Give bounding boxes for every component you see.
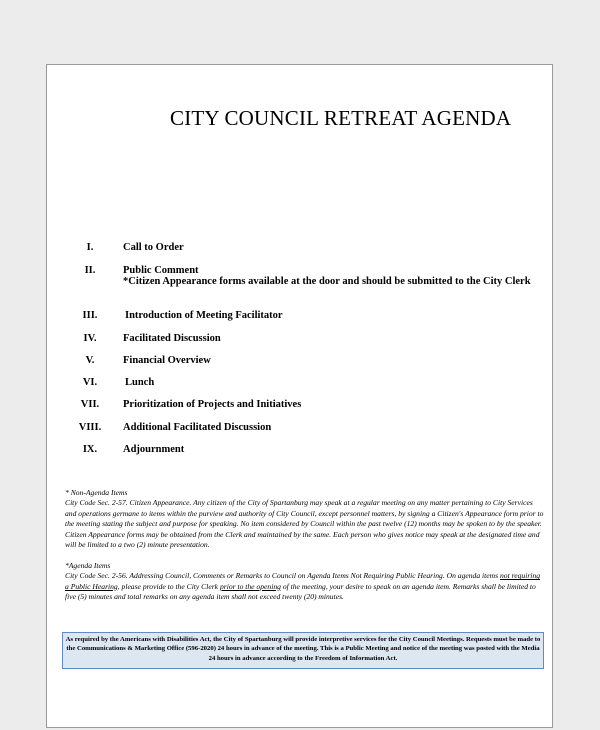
document-page	[46, 64, 553, 728]
agenda-number: VI.	[82, 377, 98, 388]
agenda-label: Prioritization of Projects and Initiatives	[123, 399, 302, 410]
agenda-notes	[65, 561, 545, 603]
ada-notice-text: As required by the Americans with Disabilities Act, the City of Spartanburg will provide interpretive services for the City Council Meetings. Requests must be made to the Communications & Marketing Office (596-2020) 24 hours in advance of the meeting. This is a Public Meeting and notice of the meeting was posted with the Media 24 hours in advance according to the Freedom of Information Act.	[65, 636, 541, 662]
ada-notice-box	[62, 632, 544, 669]
agenda-notes-heading: *Agenda Items	[65, 561, 111, 570]
agenda-notes-text	[65, 571, 545, 602]
agenda-number: VII.	[80, 399, 100, 410]
agenda-number: IX.	[82, 444, 98, 455]
agenda-label: Adjournment	[123, 444, 185, 455]
non-agenda-notes	[65, 488, 545, 550]
agenda-number: III.	[82, 310, 98, 321]
non-agenda-text: City Code Sec. 2-57. Citizen Appearance. Any citizen of the City of Spartanburg may speak at a regular meeting on any matter pertaining to City Services and operations germane to items within the purview and authority of City Council, except personnel matters, by signing a Citizen's Appearance form prior to the meeting stating the subject and purpose for speaking. No item considered by Council within the past twelve (12) months may be spoken to by the speaker. Citizen Appearance forms may be obtained from the Clerk and maintained by the same. Each person who gives notice may speak at the designated time and will be limited to a two (2) minute presentation.	[65, 498, 544, 550]
agenda-label: Lunch	[125, 377, 155, 388]
agenda-notes-text-part: of the meeting, your desire to speak on an agenda item. Remarks shall be limited to five (5) minutes and total remarks on any agenda item shall not exceed twenty (20) minutes.	[65, 581, 536, 602]
non-agenda-heading: * Non-Agenda Items	[65, 488, 128, 497]
agenda-number: IV.	[83, 333, 97, 344]
agenda-number: II.	[84, 265, 96, 276]
document-title: CITY COUNCIL RETREAT AGENDA	[170, 106, 512, 130]
agenda-number: VIII.	[78, 422, 102, 433]
agenda-notes-text-part: , please provide to the City Clerk	[117, 581, 220, 591]
agenda-label: Financial Overview	[123, 355, 211, 366]
agenda-label: Call to Order	[123, 242, 184, 253]
agenda-number: V.	[85, 355, 95, 366]
agenda-notes-underlined-text: prior to the opening	[219, 581, 281, 591]
agenda-subnote: *Citizen Appearance forms available at the door and should be submitted to the City Clerk	[123, 276, 531, 287]
agenda-label: Public Comment	[123, 265, 199, 276]
agenda-notes-underlined-text: not requiring a Public Hearing	[65, 571, 540, 591]
agenda-label: Additional Facilitated Discussion	[123, 422, 272, 433]
agenda-notes-text-part: City Code Sec. 2-56. Addressing Council, Comments or Remarks to Council on Agenda Items Not Requiring Public Hearing. On agenda items	[65, 571, 500, 581]
agenda-number: I.	[86, 242, 94, 253]
agenda-label: Introduction of Meeting Facilitator	[125, 310, 283, 321]
agenda-label: Facilitated Discussion	[123, 333, 221, 344]
